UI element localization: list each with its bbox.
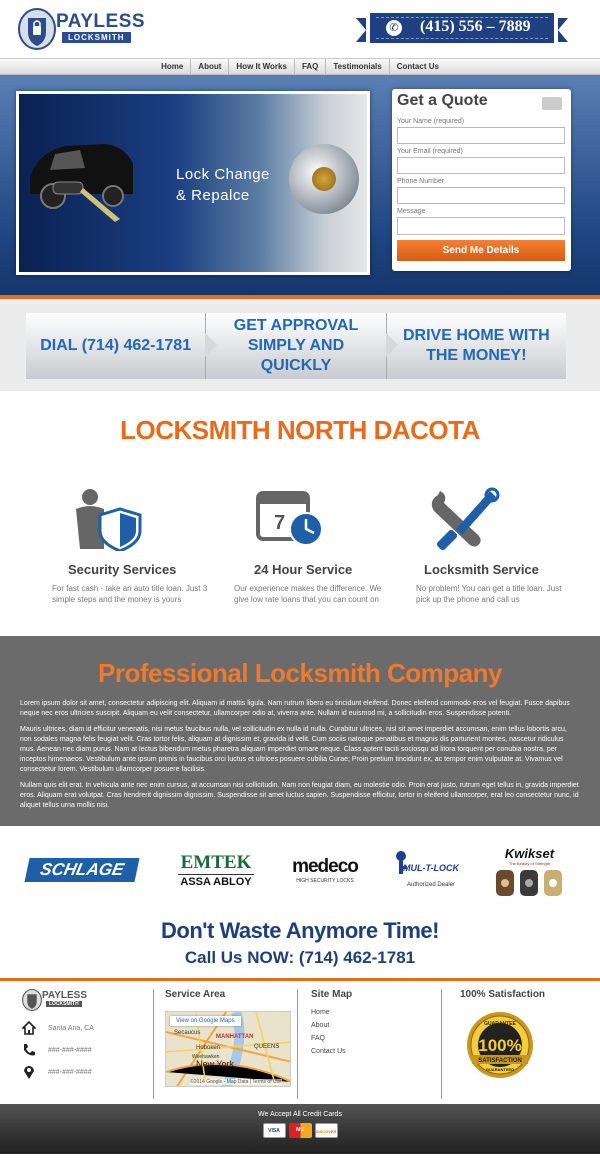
- car-keys-image: [25, 124, 135, 224]
- site-footer: [0, 978, 600, 1104]
- message-field[interactable]: [397, 217, 565, 235]
- send-details-button[interactable]: Send Me Details: [397, 240, 565, 261]
- footer-service-area: [165, 989, 291, 1099]
- message-label: Message: [397, 208, 426, 215]
- sitemap-link-about[interactable]: About: [311, 1022, 330, 1029]
- site-header: [0, 0, 600, 58]
- kwikset-logo: [492, 846, 567, 898]
- email-field[interactable]: [397, 157, 565, 174]
- footer-address: Santa Ana, CA: [48, 1025, 94, 1032]
- credit-cards: [0, 1123, 600, 1138]
- quote-title: Get a Quote: [397, 92, 488, 109]
- service-security-name: Security Services: [68, 562, 177, 577]
- footer-divider: [441, 989, 442, 1099]
- footer-location: ###-###-####: [48, 1069, 92, 1076]
- step-arrow: [205, 333, 217, 357]
- view-google-maps-link[interactable]: View on Google Maps: [170, 1016, 241, 1026]
- home-icon: [22, 1021, 36, 1035]
- company-title: Professional Locksmith Company: [98, 658, 502, 688]
- footer-satisfaction: [460, 989, 580, 1099]
- main-nav: [0, 58, 600, 75]
- service-locksmith[interactable]: [416, 487, 576, 605]
- cta-headline: Don't Waste Anymore Time!: [161, 918, 439, 943]
- services-title: LOCKSMITH NORTH DACOTA: [120, 415, 480, 445]
- hero-slider[interactable]: [16, 91, 370, 275]
- nav-contact-us[interactable]: Contact Us: [389, 59, 446, 74]
- guarantee-badge-icon: [466, 1011, 534, 1079]
- map-label-manhattan: MANHATTAN: [216, 1034, 254, 1040]
- emtek-assa-logo: [178, 852, 254, 888]
- service-24-hour[interactable]: [234, 487, 394, 605]
- phone-field[interactable]: [397, 187, 565, 204]
- service-security[interactable]: [52, 487, 212, 605]
- nav-testimonials[interactable]: Testimonials: [325, 59, 388, 74]
- phone-handset-icon: [22, 1043, 36, 1057]
- lock-core-image: [312, 167, 336, 191]
- sitemap-link-faq[interactable]: FAQ: [311, 1035, 326, 1042]
- visa-card-icon: VISA: [263, 1123, 286, 1138]
- footer-address-row: [22, 1021, 142, 1043]
- name-field[interactable]: [397, 127, 565, 144]
- security-guard-icon: [52, 487, 212, 551]
- step-drive-home-text: DRIVE HOME WITH THE MONEY!: [402, 327, 550, 364]
- service-area-title: Service Area: [165, 989, 226, 1000]
- ribbon-tail-right: [558, 18, 568, 42]
- mastercard-card-icon: MC: [289, 1123, 312, 1138]
- nav-how-it-works[interactable]: How It Works: [228, 59, 294, 74]
- badge-bottom-text: SATISFACTION: [478, 1058, 522, 1064]
- service-24-hour-desc: Our experience makes the difference. We give low rate loans that you can count on: [234, 584, 382, 604]
- step-approval-text: GET APPROVAL SIMPLY AND QUICKLY: [233, 317, 359, 374]
- map-label-hoboken: Hoboken: [196, 1045, 221, 1051]
- map-credit: ©2014 Google - Map Data | Terms of Use: [190, 1079, 282, 1085]
- kwikset-locks-image: [492, 866, 567, 898]
- footer-logo-sub: LOCKSMITH: [46, 1001, 82, 1007]
- hero-caption: [176, 164, 270, 206]
- ribbon-tail-left: [356, 18, 366, 42]
- logo-subtitle: LOCKSMITH: [62, 32, 131, 43]
- service-locksmith-name: Locksmith Service: [424, 562, 539, 577]
- hero-caption-line2: & Repalce: [176, 187, 250, 204]
- nav-home[interactable]: Home: [161, 62, 184, 71]
- kwikset-subtext: The Beauty of Strength: [508, 861, 551, 866]
- logo-name: PAYLESS: [56, 11, 146, 32]
- company-paragraph-1: Lorem ipsum dolor sit amet, consectetur adipiscing elit. Aliquam id mattis ligula. Nam rutrum libero eu tincidunt eleifend. Donec eleifend commodo eros vel feugiat. Fusce dapibus neque nec eros ultricies suscipit. Aliquam eu velit consectetur, ullamcorper odio at, viverra ante. Nullam id euismod mi, a sollicitudin eros. Suspendisse potenti.: [20, 700, 570, 717]
- hero-section: [0, 75, 600, 299]
- service-24-hour-name: 24 Hour Service: [254, 562, 353, 577]
- medeco-text: medeco: [292, 856, 358, 877]
- badge-top-text: GUARANTEE: [484, 1021, 516, 1027]
- step-drive-home[interactable]: [387, 313, 566, 379]
- step-approval[interactable]: [206, 313, 386, 379]
- step-dial[interactable]: [26, 313, 206, 379]
- sitemap-link-contact[interactable]: Contact Us: [311, 1048, 346, 1055]
- medeco-subtext: HIGH SECURITY LOCKS: [296, 878, 354, 884]
- quote-form: [392, 89, 571, 271]
- map-pin-icon: [22, 1065, 36, 1079]
- nav-about[interactable]: About: [190, 59, 228, 74]
- email-label: Your Email (required): [397, 148, 463, 155]
- footer-phone[interactable]: ###-###-####: [48, 1047, 92, 1054]
- company-paragraph-3: Nullam quis elit erat. In vehicula ante nec enim cursus, at accumsan nisi sollicitudin. Nam non feugiat diam, eu molestie odio. Proin erat justo, rutrum eget tellus in, gravida imperdiet eros. Aliquam erat volutpat. Cras hendrerit dignissim dignissim. Suspendisse sit amet luctus sapien. Suspendisse efficitur, tortor in eleifend ullamcorper, erat leo consectetur nunc, id aliquet tellus urna mollis nisi.: [20, 782, 579, 809]
- steps-bar: [26, 313, 566, 379]
- mul-t-lock-text: MUL-T-LOCK: [403, 863, 459, 873]
- badge-small-text: GUARANTEED: [485, 1067, 515, 1072]
- phone-label: Phone Number: [397, 178, 445, 185]
- step-dial-text: DIAL (714) 462-1781: [40, 337, 192, 354]
- company-section: [0, 636, 600, 826]
- discover-card-icon: DISCOVER: [315, 1123, 338, 1138]
- map-label-queens: QUEENS: [254, 1044, 280, 1050]
- nav-faq[interactable]: FAQ: [294, 59, 325, 74]
- shield-logo-icon: [18, 8, 56, 50]
- header-phone-number[interactable]: (415) 556 – 7889: [420, 18, 531, 35]
- footer-divider: [153, 989, 154, 1099]
- speech-bubble-icon: [542, 97, 562, 110]
- service-locksmith-desc: No problem! You can get a title loan. Just pick up the phone and call us: [416, 584, 562, 604]
- phone-icon: ✆: [386, 20, 402, 36]
- call-to-action: [0, 908, 600, 978]
- brands-strip: [0, 826, 600, 908]
- footer-shield-icon: [22, 989, 42, 1011]
- footer-sitemap: [311, 989, 431, 1099]
- accept-cards-text: We Accept All Credit Cards: [258, 1111, 342, 1118]
- service-area-map[interactable]: [165, 1011, 291, 1087]
- payment-bar: [0, 1104, 600, 1154]
- footer-logo[interactable]: [22, 989, 142, 1013]
- schlage-logo: [24, 858, 139, 882]
- calendar-number: 7: [274, 512, 286, 534]
- kwikset-text: Kwikset: [504, 846, 555, 861]
- wrench-screwdriver-icon: [416, 487, 576, 551]
- footer-location-row: [22, 1065, 142, 1087]
- assa-abloy-text: ASSA ABLOY: [178, 874, 254, 888]
- badge-main-text: 100%: [478, 1036, 522, 1055]
- services-section: [0, 391, 600, 636]
- calendar-clock-icon: [234, 487, 394, 551]
- medeco-logo: [289, 856, 361, 884]
- step-arrow: [386, 333, 398, 357]
- cta-phone[interactable]: Call Us NOW: (714) 462-1781: [184, 948, 416, 967]
- emtek-text: EMTEK: [180, 852, 252, 873]
- sitemap-title: Site Map: [311, 989, 353, 1000]
- sitemap-link-home[interactable]: Home: [311, 1009, 330, 1016]
- mul-t-lock-logo: [389, 850, 461, 894]
- service-security-desc: For fast cash - take an auto title loan. Just 3 simple steps and the money is yours: [52, 584, 208, 604]
- footer-contact: [22, 989, 142, 1099]
- mul-t-lock-subtext: Authorized Dealer: [407, 882, 456, 888]
- map-label-weehawken: Weehawken: [192, 1054, 220, 1060]
- company-paragraph-2: Mauris ultrices, diam id efficitur venenatis, nisi metus faucibus nulla, vel sollicitudin ex nulla id nulla. Curabitur ultrices, nisl sit amet imperdiet accumsan, enim tellus lobortis arcu, non sodales magna felis feugiat velit. Cras tortor felis, aliquam at dignissim et, gravida id velit. Cum sociis natoque penatibus et magnis dis parturient montes, nascetur ridiculus mus. Aenean nec diam purus. Nam at lectus bibendum metus pharetra aliquam imperdiet ornare neque. Class aptent taciti sociosqu ad litora torquent per conubia nostra, per inceptos himenaeos. Vestibulum ante ipsum primis in faucibus orci luctus et ultrices posuere cubilia Curae; Proin pretium tincidunt ex, ac tempor enim vulputate at. Vivamus vel consectetur lorem. Vestibulum ullamcorper posuere facilisis.: [20, 726, 567, 773]
- map-label-secaucus: Secaucus: [174, 1030, 201, 1036]
- hero-caption-line1: Lock Change: [176, 166, 270, 183]
- map-label-new-york: New York: [196, 1059, 235, 1069]
- phone-banner[interactable]: [356, 13, 568, 43]
- footer-divider: [297, 989, 298, 1099]
- steps-section: [0, 299, 600, 391]
- footer-phone-row: [22, 1043, 142, 1065]
- satisfaction-title: 100% Satisfaction: [460, 989, 546, 1000]
- name-label: Your Name (required): [397, 118, 465, 125]
- footer-logo-name: PAYLESS: [42, 990, 88, 1001]
- logo[interactable]: [18, 8, 146, 50]
- schlage-text: SCHLAGE: [38, 860, 126, 879]
